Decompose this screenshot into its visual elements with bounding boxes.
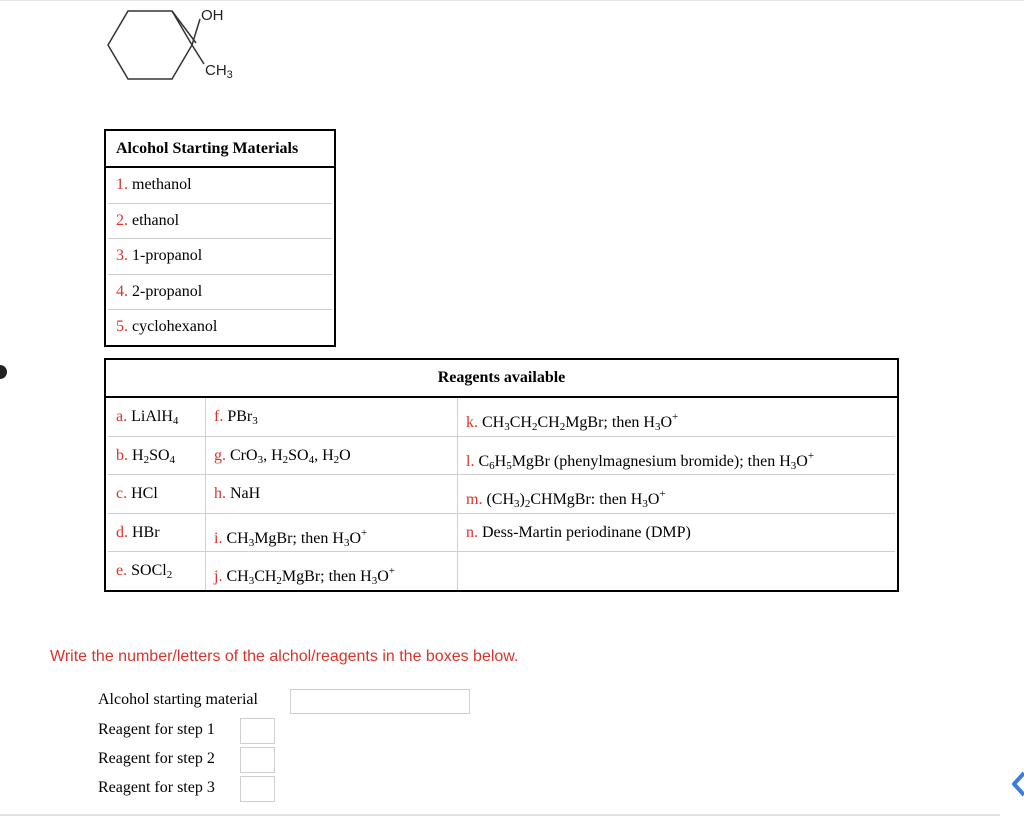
alcohol-name: methanol xyxy=(132,176,192,193)
oh-bond xyxy=(172,11,196,43)
reagent-f: f. PBr$_3$ xyxy=(206,398,458,437)
reagent-j: j. $CH_3CH_2MgBr$; then $H_3O^+$ xyxy=(206,552,458,590)
reagent-letter: i. xyxy=(214,529,223,547)
ch3-text: CH xyxy=(205,62,227,79)
reagent-letter: c. xyxy=(116,485,128,502)
reagent-d xyxy=(108,514,206,553)
reagent-k: k. $CH_3CH_2CH_2MgBr$; then $H_3O^+$ xyxy=(458,398,895,437)
reagent-n xyxy=(458,514,895,553)
reagent-letter: a. xyxy=(116,408,128,425)
alcohol-number: 2. xyxy=(116,211,128,229)
oh-label: OH xyxy=(201,7,224,24)
alcohol-number: 4. xyxy=(116,282,128,300)
step1-input[interactable] xyxy=(240,718,275,744)
reagent-letter: b. xyxy=(116,446,128,464)
reagent-b: b. $H_2SO_4$ xyxy=(108,437,206,476)
reagent-text: NaH xyxy=(230,485,261,502)
alcohol-row xyxy=(108,239,332,275)
reagent-letter: j. xyxy=(214,568,223,585)
bottom-divider xyxy=(0,814,1000,816)
reagent-letter: n. xyxy=(466,523,478,541)
alcohol-table xyxy=(104,129,336,347)
alcohol-number: 3. xyxy=(116,247,128,264)
alcohol-name: 2-propanol xyxy=(132,282,203,300)
alcohol-input[interactable] xyxy=(290,689,470,714)
reagent-letter: e. xyxy=(116,562,128,579)
alcohol-row xyxy=(108,310,332,345)
molecule-structure xyxy=(100,0,270,90)
reagent-letter: m. xyxy=(466,491,483,508)
alcohol-name: cyclohexanol xyxy=(132,318,218,335)
reagent-text: HBr xyxy=(132,523,160,541)
alcohol-name: ethanol xyxy=(132,211,180,229)
reagent-c xyxy=(108,475,206,514)
reagent-a: a. LiAlH$_4$ xyxy=(108,398,206,437)
reagent-e: e. SOCl$_2$ xyxy=(108,552,206,590)
alcohol-row xyxy=(108,275,332,311)
reagent-letter: l. xyxy=(466,452,475,470)
step3-input[interactable] xyxy=(240,776,275,802)
reagent-h xyxy=(206,475,458,514)
alcohol-number: 1. xyxy=(116,176,128,193)
reagent-grid xyxy=(108,398,895,590)
step2-label: Reagent for step 2 xyxy=(98,750,215,767)
reagent-letter: g. xyxy=(214,446,226,464)
edge-indicator-icon xyxy=(0,365,7,379)
reagent-letter: f. xyxy=(214,408,224,425)
reagent-letter: d. xyxy=(116,523,128,541)
step1-label: Reagent for step 1 xyxy=(98,721,215,738)
reagent-table-header: Reagents available xyxy=(106,360,897,398)
ch3-subscript: 3 xyxy=(226,69,233,81)
alcohol-row xyxy=(108,168,332,204)
bond-up xyxy=(192,19,200,45)
instruction-text: Write the number/letters of the alchol/reagents in the boxes below. xyxy=(50,648,519,665)
reagent-text: Dess-Martin periodinane (DMP) xyxy=(482,523,691,541)
reagent-text: HCl xyxy=(131,485,158,502)
reagent-l: l. $C_6H_5MgBr$ (phenylmagnesium bromide); then $H_3O^+$ xyxy=(458,437,895,476)
reagent-g: g. CrO$_3$, $H_2SO_4$, $H_2O$ xyxy=(206,437,458,476)
alcohol-table-header: Alcohol Starting Materials xyxy=(106,131,334,168)
reagent-empty-cell xyxy=(458,552,895,590)
alcohol-row xyxy=(108,204,332,240)
alcohol-label: Alcohol starting material xyxy=(98,691,258,708)
step3-label: Reagent for step 3 xyxy=(98,779,215,796)
reagent-letter: k. xyxy=(466,414,478,431)
reagent-table xyxy=(104,358,899,592)
reagent-i: i. $CH_3MgBr$; then $H_3O^+$ xyxy=(206,514,458,553)
reagent-m: m. $(CH_3)_2CHMgBr$: then $H_3O^+$ xyxy=(458,475,895,514)
alcohol-number: 5. xyxy=(116,318,128,335)
ch3-label xyxy=(205,62,233,81)
chevron-left-icon[interactable] xyxy=(1010,770,1024,798)
step2-input[interactable] xyxy=(240,747,275,773)
reagent-letter: h. xyxy=(214,485,226,502)
alcohol-name: 1-propanol xyxy=(132,247,203,264)
methyl-bond xyxy=(192,45,204,64)
